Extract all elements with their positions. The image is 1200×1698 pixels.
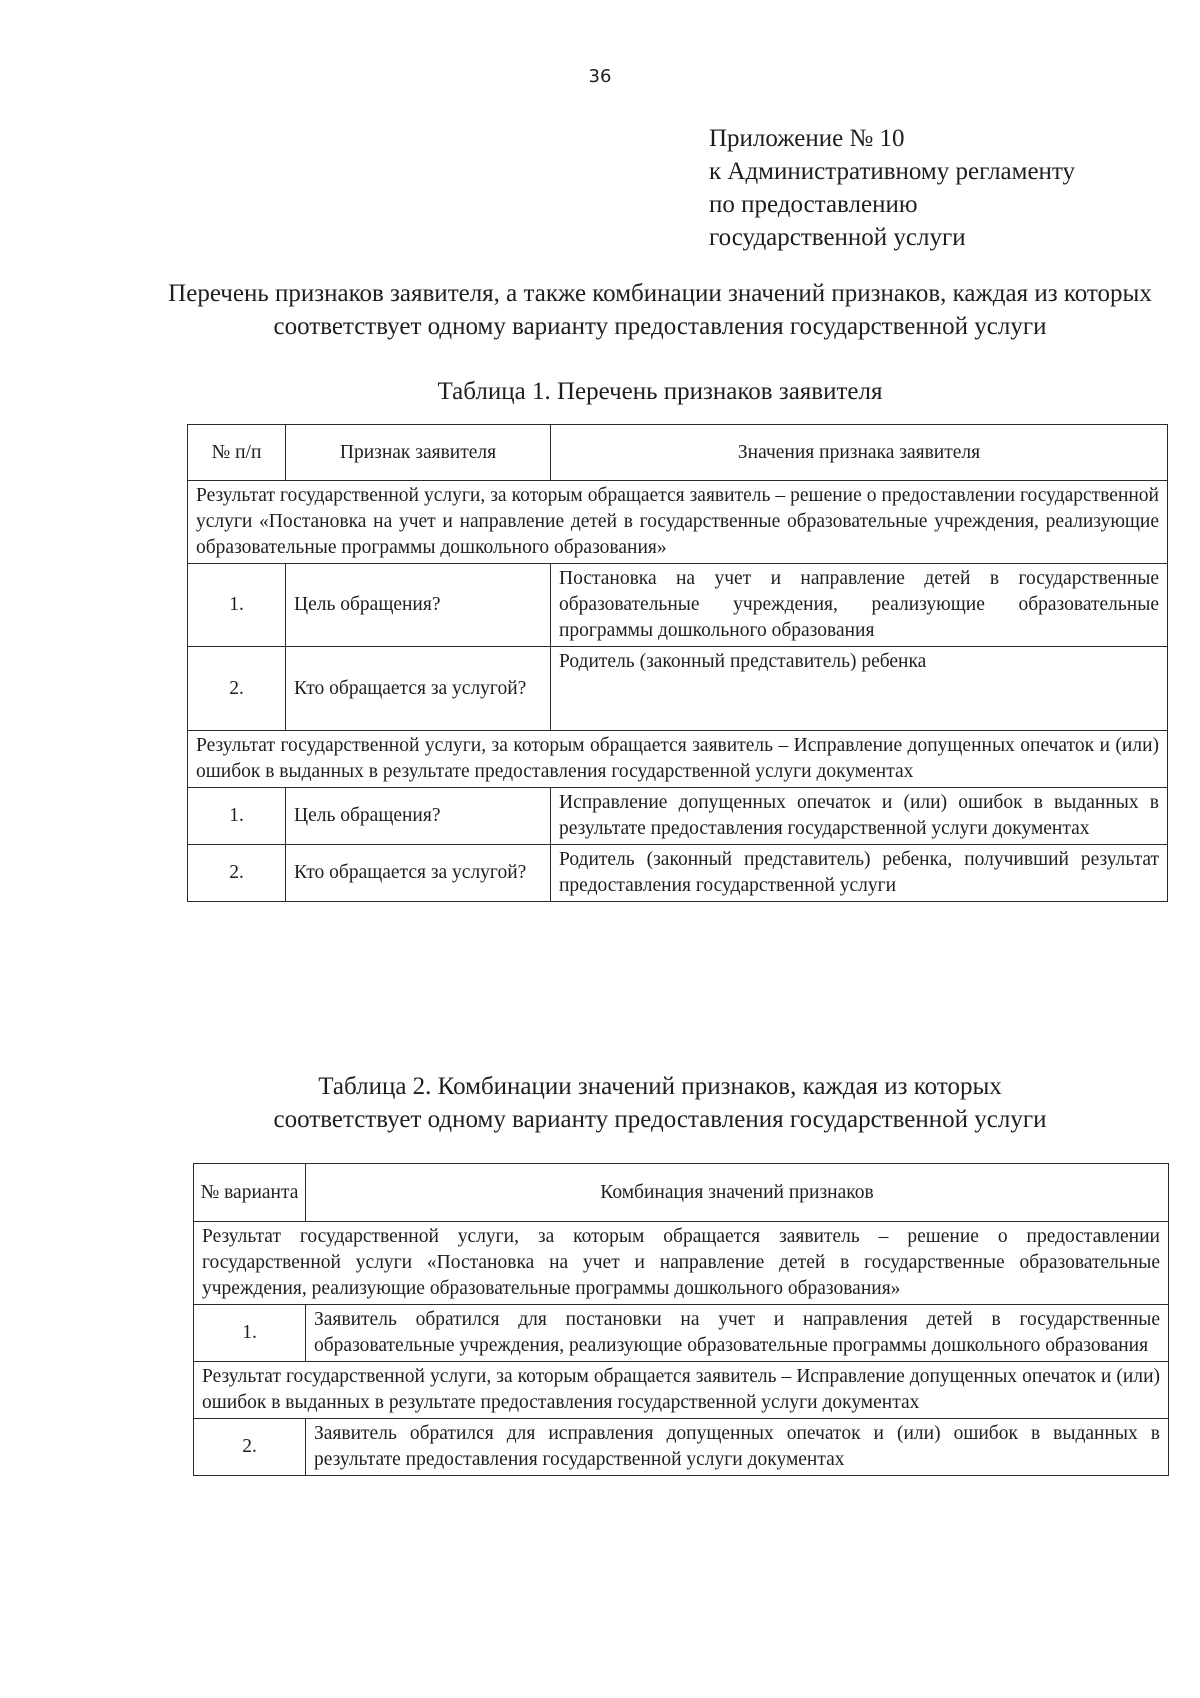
table2-caption <box>150 1070 1170 1136</box>
row-combination: Заявитель обратился для постановки на учет и направления детей в государственные образовательные учреждения, реализующие образовательные программы дошкольного образования <box>306 1305 1169 1362</box>
header-attribute: Признак заявителя <box>286 425 551 481</box>
row-value: Исправление допущенных опечаток и (или) ошибок в выданных в результате предоставления государственной услуги документах <box>551 788 1168 845</box>
table-row <box>188 564 1168 647</box>
table-header-row <box>188 425 1168 481</box>
row-number: 2. <box>188 845 286 902</box>
section-title: Результат государственной услуги, за которым обращается заявитель – Исправление допущенных опечаток и (или) ошибок в выданных в результате предоставления государственной услуги документах <box>188 731 1168 788</box>
appendix-line-1: Приложение № 10 <box>709 125 905 152</box>
attribute-combinations-table <box>193 1163 1169 1476</box>
section-row <box>194 1362 1169 1419</box>
row-number: 1. <box>188 564 286 647</box>
header-num: № п/п <box>188 425 286 481</box>
row-value: Родитель (законный представитель) ребенка, получивший результат предоставления государственной услуги <box>551 845 1168 902</box>
row-number: 2. <box>188 647 286 731</box>
header-combination: Комбинация значений признаков <box>306 1164 1169 1222</box>
table-row <box>188 845 1168 902</box>
table-row <box>188 647 1168 731</box>
row-value: Родитель (законный представитель) ребенка <box>551 647 1168 731</box>
row-number: 1. <box>188 788 286 845</box>
table2-caption-line-1: Таблица 2. Комбинации значений признаков, каждая из которых <box>318 1073 1002 1100</box>
table-row <box>188 788 1168 845</box>
row-value: Постановка на учет и направление детей в государственные образовательные учреждения, реализующие образовательные программы дошкольного образования <box>551 564 1168 647</box>
header-values: Значения признака заявителя <box>551 425 1168 481</box>
section-row <box>188 481 1168 564</box>
row-combination: Заявитель обратился для исправления допущенных опечаток и (или) ошибок в выданных в результате предоставления государственной услуги документах <box>306 1419 1169 1476</box>
section-row <box>188 731 1168 788</box>
table-header-row <box>194 1164 1169 1222</box>
table-row <box>194 1419 1169 1476</box>
document-title: Перечень признаков заявителя, а также комбинации значений признаков, каждая из которых соответствует одному варианту предоставления государственной услуги <box>168 280 1152 340</box>
section-title: Результат государственной услуги, за которым обращается заявитель – решение о предоставлении государственной услуги «Постановка на учет и направление детей в государственные образовательные учреждения, реализующие образовательные программы дошкольного образования» <box>188 481 1168 564</box>
row-number: 2. <box>194 1419 306 1476</box>
section-title: Результат государственной услуги, за которым обращается заявитель – решение о предоставлении государственной услуги «Постановка на учет и направление детей в государственные образовательные учреждения, реализующие образовательные программы дошкольного образования» <box>194 1222 1169 1305</box>
row-attribute: Цель обращения? <box>286 788 551 845</box>
section-title: Результат государственной услуги, за которым обращается заявитель – Исправление допущенных опечаток и (или) ошибок в выданных в результате предоставления государственной услуги документах <box>194 1362 1169 1419</box>
page-number: 36 <box>588 66 612 87</box>
appendix-line-2: к Административному регламенту <box>709 158 1076 185</box>
appendix-line-4: государственной услуги <box>709 224 966 251</box>
row-attribute: Кто обращается за услугой? <box>286 845 551 902</box>
section-row <box>194 1222 1169 1305</box>
row-number: 1. <box>194 1305 306 1362</box>
row-attribute: Цель обращения? <box>286 564 551 647</box>
appendix-note <box>709 122 1075 254</box>
row-attribute: Кто обращается за услугой? <box>286 647 551 731</box>
table-row <box>194 1305 1169 1362</box>
header-variant: № варианта <box>194 1164 306 1222</box>
appendix-line-3: по предоставлению <box>709 191 918 218</box>
table2-caption-line-2: соответствует одному варианту предоставления государственной услуги <box>273 1106 1047 1133</box>
applicant-attributes-table <box>187 424 1168 902</box>
table1-caption: Таблица 1. Перечень признаков заявителя <box>437 378 883 405</box>
